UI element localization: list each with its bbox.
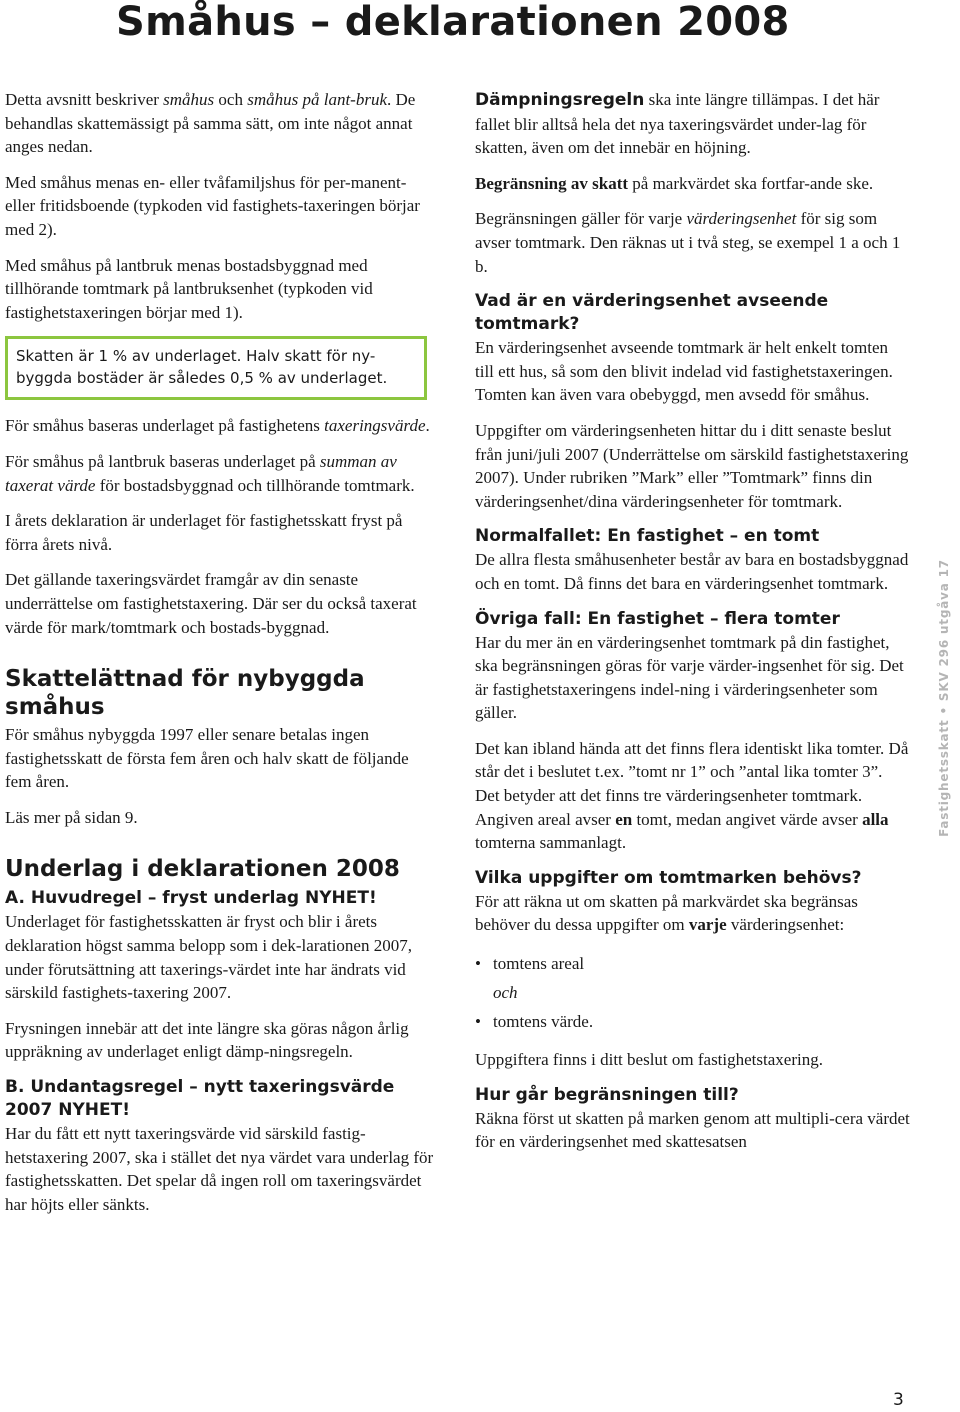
text: Det kan ibland hända att det finns flera identiskt lika tomter. Då står det i beslutet t.ex. ”tomt nr 1” och ”antal lika tomter 3”. Det betyder att det finns tre värderingsenheter tomtmark. Angiven areal avser bbox=[475, 738, 909, 829]
text: tomterna sammanlagt. bbox=[475, 833, 627, 853]
tax-rate-callout: Skatten är 1 % av underlaget. Halv skatt för ny-byggda bostäder är således 0,5 % av underlaget. bbox=[5, 336, 427, 400]
needed-info-paragraph bbox=[475, 890, 911, 937]
emphasis: taxeringsvärde bbox=[324, 416, 426, 436]
valuation-unit-paragraph bbox=[475, 207, 911, 278]
lantbruk-basis-paragraph bbox=[5, 450, 435, 497]
main-rule-paragraph: Underlaget för fastighetsskatten är fryst och blir i årets deklaration högst samma belopp som i dek-larationen 2007, under förutsättning att taxerings-värdet inte har ändrats vid särskild fastighets-taxering 2007. bbox=[5, 912, 412, 1003]
intro-paragraph bbox=[5, 88, 435, 159]
subheading-normal-case: Normalfallet: En fastighet – en tomt bbox=[475, 526, 820, 547]
limitation-paragraph bbox=[475, 172, 911, 196]
text: Begränsningen gäller för varje bbox=[475, 209, 687, 229]
dampening-paragraph bbox=[475, 88, 911, 160]
right-column bbox=[475, 88, 911, 1166]
subheading-valuation-unit: Vad är en värderingsenhet avseende tomtmark? bbox=[475, 291, 829, 335]
page-number: 3 bbox=[893, 1390, 904, 1410]
text: för sig som avser tomtmark. Den räknas ut i två steg, se exempel 1 a och 1 b. bbox=[475, 209, 901, 276]
subheading-main-rule: A. Huvudregel – fryst underlag NYHET! bbox=[5, 888, 377, 909]
subheading-how-limit: Hur går begränsningen till? bbox=[475, 1084, 739, 1105]
info-location-paragraph: Uppgiftera finns i ditt beslut om fastighetstaxering. bbox=[475, 1050, 823, 1070]
freeze-paragraph: Frysningen innebär att det inte längre ska göras någon årlig uppräkning av underlaget enligt dämp-ningsregeln. bbox=[5, 1018, 409, 1062]
text: ska inte längre tillämpas. I det här fallet blir alltså hela det nya taxeringsvärdet under-lag för skatten, även om det innebär en höjning. bbox=[475, 90, 880, 158]
text: på markvärdet ska fortfar-ande ske. bbox=[628, 173, 874, 193]
text: för bostadsbyggnad och tillhörande tomtmark. bbox=[95, 475, 415, 495]
identical-plots-paragraph bbox=[475, 737, 911, 855]
strong-text: alla bbox=[862, 809, 889, 829]
normal-case-paragraph: De allra flesta småhusenheter består av bara en bostadsbyggnad och en tomt. Då finns det bara en värderingsenhet tomtmark. bbox=[475, 550, 909, 593]
text: tomt, medan angivet värde avser bbox=[632, 809, 863, 829]
strong-text: Dämpningsregeln bbox=[475, 90, 645, 110]
page-title: Småhus – deklarationen 2008 bbox=[116, 0, 790, 45]
left-column bbox=[5, 88, 435, 1228]
list-connector: och bbox=[493, 983, 518, 1003]
valuation-unit-definition: En värderingsenhet avseende tomtmark är helt enkelt tomten till ett hus, så som den blivit indelad vid fastighetstaxeringen. Tomten kan även vara obebyggd, men avsedd för småhus. bbox=[475, 338, 893, 405]
text: För att räkna ut om skatten på markvärdet ska begränsas behöver du dessa uppgifter om bbox=[475, 891, 858, 935]
text: Detta avsnitt beskriver bbox=[5, 90, 164, 109]
strong-text: en bbox=[615, 809, 633, 829]
definition-paragraph: Med småhus menas en- eller tvåfamiljshus för per-manent- eller fritidsboende (typkoden vid fastighets-taxeringen börjar med 2). bbox=[5, 172, 420, 239]
strong-text: Begränsning av skatt bbox=[475, 173, 629, 193]
sidebar-label-text: Fastighetsskatt • SKV 296 utgåva 17 bbox=[937, 559, 951, 837]
lantbruk-paragraph: Med småhus på lantbruk menas bostadsbyggnad med tillhörande tomtmark på lantbruksenhet (typkoden vid fastighetstaxeringen börjar med 1). bbox=[5, 255, 373, 322]
text: För småhus på lantbruk baseras underlaget på bbox=[5, 451, 320, 471]
new-build-paragraph: För småhus nybyggda 1997 eller senare betalas ingen fastighetsskatt de första fem åren och halv skatt de följande fem åren. bbox=[5, 725, 409, 792]
emphasis: småhus bbox=[163, 90, 215, 109]
how-limit-paragraph: Räkna först ut skatten på marken genom att multipli-cera värdet för en värderingsenhet med skattesatsen bbox=[475, 1108, 910, 1152]
frozen-paragraph: I årets deklaration är underlaget för fastighetsskatt fryst på förra årets nivå. bbox=[5, 511, 403, 554]
subheading-exception-rule: B. Undantagsregel – nytt taxeringsvärde 2007 NYHET! bbox=[5, 1077, 395, 1121]
assessment-paragraph: Det gällande taxeringsvärdet framgår av din senaste underrättelse om fastighetstaxering. Där ser du också taxerat värde för mark/tomtmark och bostads-byggnad. bbox=[5, 570, 417, 637]
read-more-paragraph: Läs mer på sidan 9. bbox=[5, 807, 138, 827]
subheading-needed-info: Vilka uppgifter om tomtmarken behövs? bbox=[475, 867, 862, 888]
valuation-unit-source: Uppgifter om värderingsenheten hittar du i ditt senaste beslut från juni/juli 2007 (Underrättelse om särskild fastighetstaxering 2007). Under rubriken ”Mark” eller ”Tomtmark” finns din värderingsenhet/dina värderingsenheter för tomtmark. bbox=[475, 420, 909, 511]
list-item: • tomtens areal bbox=[475, 949, 911, 978]
sidebar-label bbox=[930, 548, 958, 848]
text: värderingsenhet: bbox=[726, 915, 845, 935]
exception-paragraph: Har du fått ett nytt taxeringsvärde vid särskild fastig-hetstaxering 2007, ska i stället det nya värdet vara underlag för fastighetsskatten. Det spelar då ingen roll om taxeringsvärdet har höjts eller sänkts. bbox=[5, 1124, 434, 1214]
strong-text: varje bbox=[688, 915, 727, 935]
section-heading-basis: Underlag i deklarationen 2008 bbox=[5, 856, 400, 883]
section-heading-tax-relief: Skattelättnad för nybyggda småhus bbox=[5, 666, 365, 721]
text: . De behandlas skattemässigt på samma sätt, om inte något annat anges nedan. bbox=[5, 90, 416, 157]
emphasis: småhus på lant-bruk bbox=[247, 90, 387, 109]
text: . bbox=[425, 416, 430, 436]
text: och bbox=[214, 90, 248, 109]
list-item: • tomtens värde. bbox=[475, 1007, 911, 1036]
emphasis: summan av taxerat värde bbox=[5, 451, 397, 495]
needed-info-list bbox=[475, 949, 911, 1036]
subheading-other-cases: Övriga fall: En fastighet – flera tomter bbox=[475, 608, 840, 629]
other-cases-paragraph: Har du mer än en värderingsenhet tomtmark på din fastighet, ska begränsningen göras för varje värder-ingsenhet för sig. Det är fastighetstaxeringens indel-ning i värderingsenheter som gäller. bbox=[475, 632, 904, 723]
basis-paragraph bbox=[5, 414, 435, 438]
emphasis: värderingsenhet bbox=[686, 209, 797, 229]
text: För småhus baseras underlaget på fastighetens bbox=[5, 416, 325, 436]
